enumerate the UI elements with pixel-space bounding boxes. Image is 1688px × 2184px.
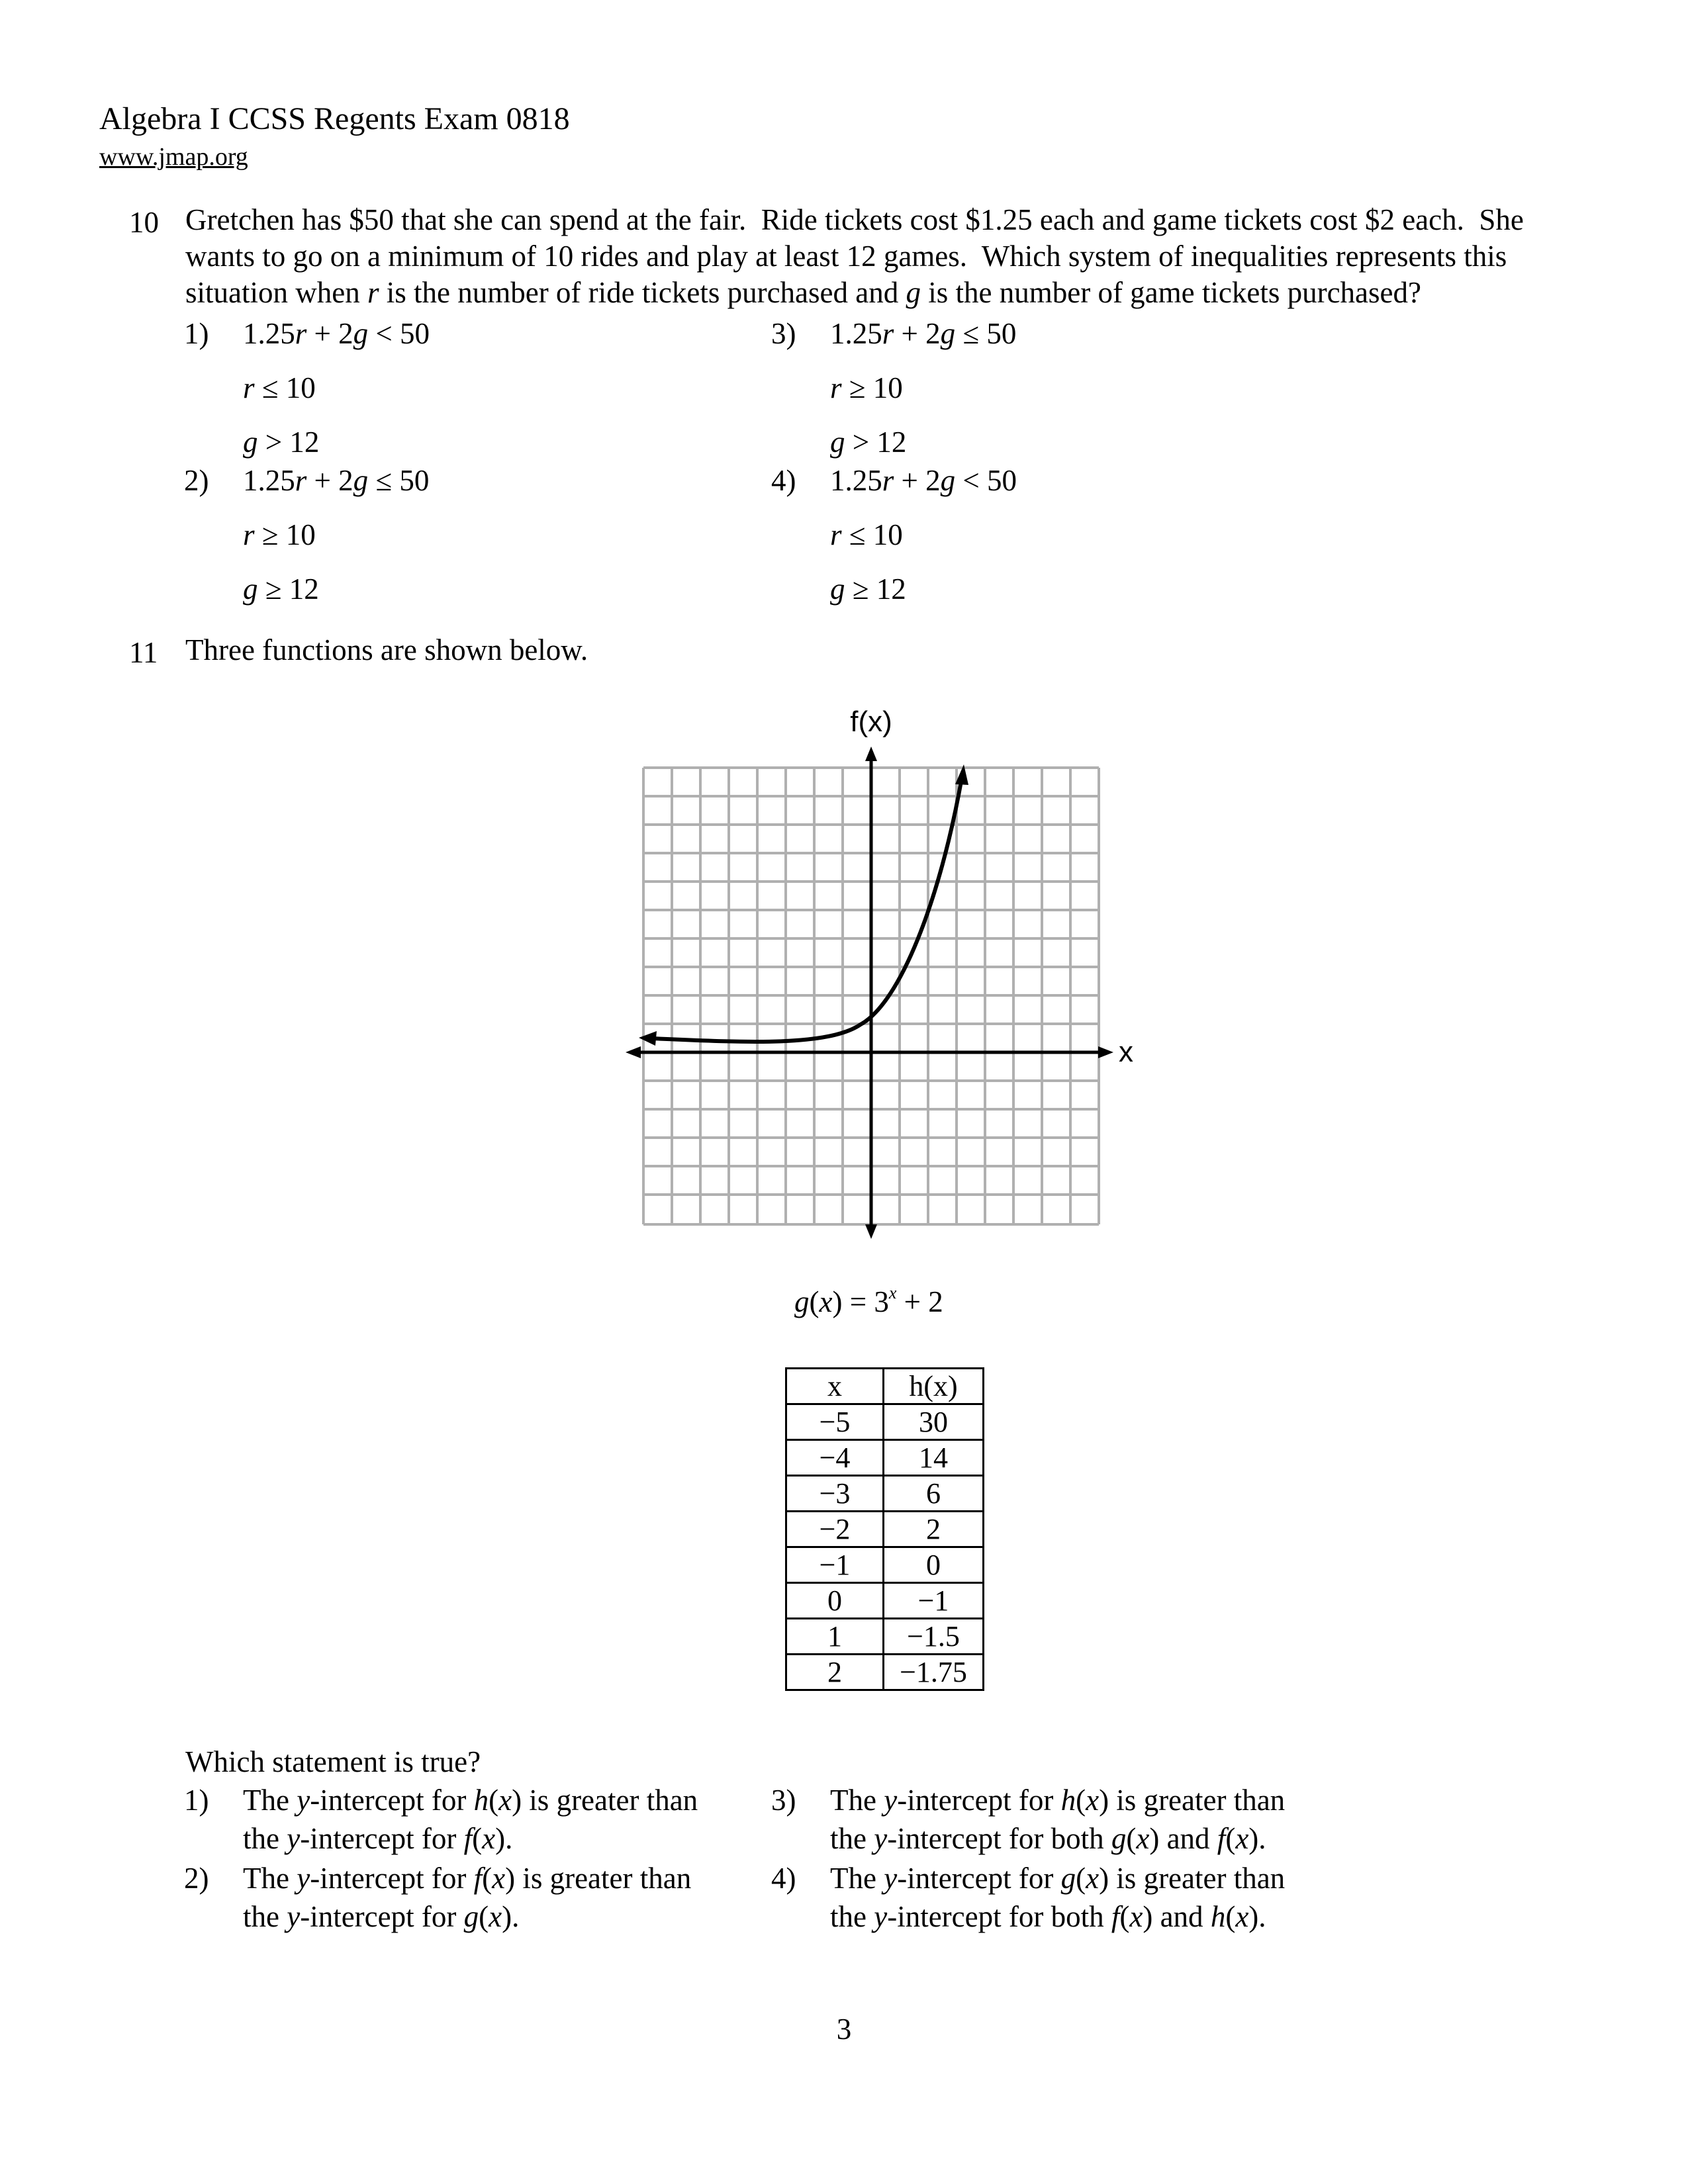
table-row xyxy=(786,1404,984,1440)
q11-choice-1-line-1: The y-intercept for h(x) is greater than xyxy=(243,1784,698,1817)
table-header-x: x xyxy=(786,1369,884,1404)
table-cell-x: −4 xyxy=(786,1440,884,1476)
q10-choice-3-label[interactable]: 3) xyxy=(771,317,796,350)
table-cell-hx: 2 xyxy=(884,1512,984,1547)
table-cell-x: 0 xyxy=(786,1583,884,1619)
q10-choice-2-line-3: g ≥ 12 xyxy=(243,572,319,606)
q11-choice-4-line-1: The y-intercept for g(x) is greater than xyxy=(830,1862,1286,1895)
website-link[interactable]: www.jmap.org xyxy=(99,143,248,171)
table-cell-hx: 6 xyxy=(884,1476,984,1512)
q11-choice-2-label[interactable]: 2) xyxy=(184,1862,209,1895)
table-header-row xyxy=(786,1369,984,1404)
table-cell-hx: 14 xyxy=(884,1440,984,1476)
q10-choice-1-label[interactable]: 1) xyxy=(184,317,209,350)
q10-choice-3-line-3: g > 12 xyxy=(830,426,907,459)
q11-intro: Three functions are shown below. xyxy=(185,633,588,666)
table-row xyxy=(786,1547,984,1583)
page-number: 3 xyxy=(836,2013,852,2046)
table-cell-x: −2 xyxy=(786,1512,884,1547)
q10-choice-4-label[interactable]: 4) xyxy=(771,464,796,497)
q11-choice-2-line-2: the y-intercept for g(x). xyxy=(243,1900,520,1933)
table-cell-x: −1 xyxy=(786,1547,884,1583)
curve-left-arrowhead xyxy=(639,1031,657,1046)
q11-choice-1-line-2: the y-intercept for f(x). xyxy=(243,1822,513,1855)
table-cell-x: 1 xyxy=(786,1619,884,1655)
q10-choice-2-line-1: 1.25r + 2g ≤ 50 xyxy=(243,464,430,497)
table-cell-hx: −1.75 xyxy=(884,1655,984,1690)
q10-choice-2-label[interactable]: 2) xyxy=(184,464,209,497)
table-row xyxy=(786,1583,984,1619)
q10-choice-1-line-3: g > 12 xyxy=(243,426,320,459)
q11-number: 11 xyxy=(129,636,158,669)
q10-choice-4-line-3: g ≥ 12 xyxy=(830,572,906,606)
q10-choice-4-line-1: 1.25r + 2g < 50 xyxy=(830,464,1017,497)
table-row xyxy=(786,1440,984,1476)
q10-choice-3-line-2: r ≥ 10 xyxy=(830,371,903,404)
q10-choice-1-line-2: r ≤ 10 xyxy=(243,371,316,404)
table-cell-hx: −1 xyxy=(884,1583,984,1619)
q10-number: 10 xyxy=(129,206,159,239)
x-axis-label: x xyxy=(1119,1036,1133,1068)
table-cell-hx: 30 xyxy=(884,1404,984,1440)
g-function: $g(x) = 3^x + 2$ xyxy=(794,1283,943,1318)
table-row xyxy=(786,1476,984,1512)
y-axis-label: f(x) xyxy=(850,705,892,738)
table-row xyxy=(786,1512,984,1547)
q11-choice-2-line-1: The y-intercept for f(x) is greater than xyxy=(243,1862,692,1895)
q11-choice-1-label[interactable]: 1) xyxy=(184,1784,209,1817)
q11-choice-3-line-1: The y-intercept for h(x) is greater than xyxy=(830,1784,1286,1817)
q10-text xyxy=(185,202,1556,311)
table-cell-x: −3 xyxy=(786,1476,884,1512)
table-cell-hx: −1.5 xyxy=(884,1619,984,1655)
q11-choice-3-label[interactable]: 3) xyxy=(771,1784,796,1817)
hx-table xyxy=(785,1367,984,1691)
q10-choice-2-line-2: r ≥ 10 xyxy=(243,518,316,551)
q11-question: Which statement is true? xyxy=(185,1745,481,1778)
q10-text-part: Gretchen has $50 that she can spend at the fair. Ride tickets cost $1.25 each and game tickets cost $2 each. She wants to go on a minimum of 10 rides and play at least 12 games. Which system of inequalities represents this situation when r is the number of ride tickets purchased and g is the number of game tickets purchased? xyxy=(185,203,1524,309)
q11-choice-3-line-2: the y-intercept for both g(x) and f(x). xyxy=(830,1822,1266,1855)
table-row xyxy=(786,1619,984,1655)
table-row xyxy=(786,1655,984,1690)
q11-choice-4-line-2: the y-intercept for both f(x) and h(x). xyxy=(830,1900,1266,1933)
fx-graph xyxy=(616,702,1172,1257)
q10-choice-1-line-1: 1.25r + 2g < 50 xyxy=(243,317,430,350)
table-cell-hx: 0 xyxy=(884,1547,984,1583)
q11-choice-4-label[interactable]: 4) xyxy=(771,1862,796,1895)
q10-choice-4-line-2: r ≤ 10 xyxy=(830,518,903,551)
table-cell-x: 2 xyxy=(786,1655,884,1690)
q10-choice-3-line-1: 1.25r + 2g ≤ 50 xyxy=(830,317,1017,350)
exam-title: Algebra I CCSS Regents Exam 0818 xyxy=(99,101,570,136)
table-cell-x: −5 xyxy=(786,1404,884,1440)
table-header-hx: h(x) xyxy=(884,1369,984,1404)
